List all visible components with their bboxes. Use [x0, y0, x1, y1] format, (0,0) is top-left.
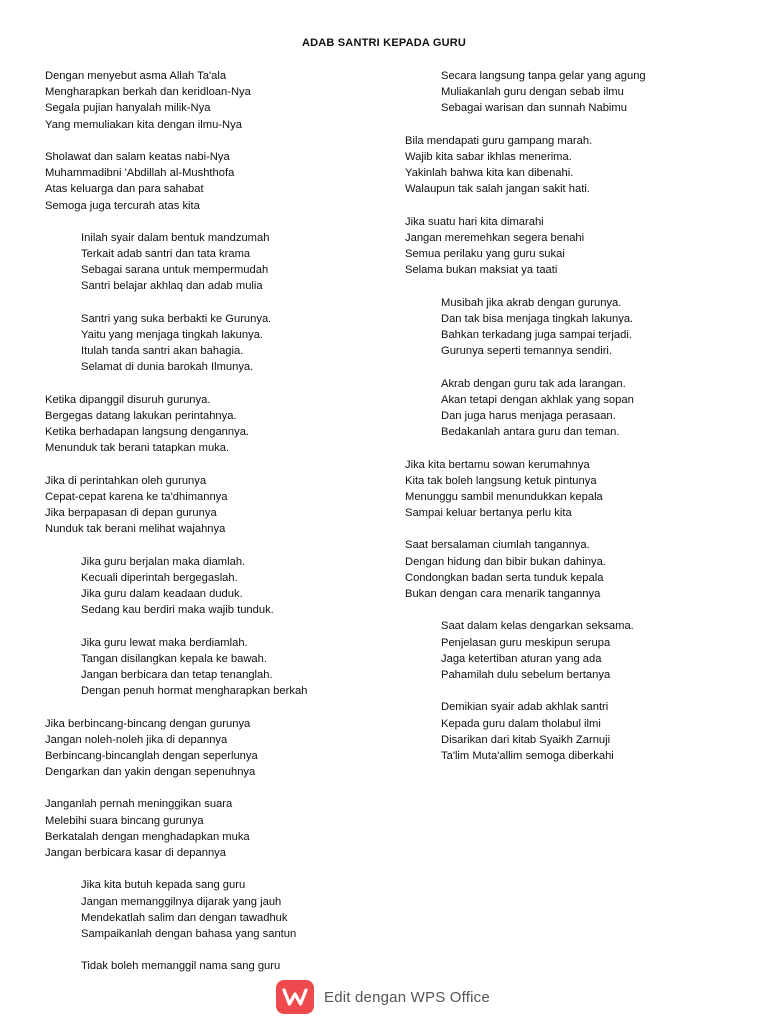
poem-line: Muliakanlah guru dengan sebab ilmu	[441, 86, 624, 99]
poem-line: Jangan berbicara dan tetap tenanglah.	[81, 668, 273, 681]
poem-line: Santri yang suka berbakti ke Gurunya.	[81, 312, 272, 325]
poem-line: Tangan disilangkan kepala ke bawah.	[81, 652, 267, 665]
poem-stanza	[45, 149, 385, 214]
poem-stanza	[45, 311, 385, 376]
poem-line: Cepat-cepat karena ke ta'dhimannya	[45, 490, 228, 503]
poem-line: Jangan memanggilnya dijarak yang jauh	[81, 895, 282, 908]
poem-line: Inilah syair dalam bentuk mandzumah	[81, 231, 270, 244]
poem-stanza	[405, 214, 745, 279]
poem-line: Musibah jika akrab dengan gurunya.	[441, 296, 622, 309]
poem-line: Jika suatu hari kita dimarahi	[405, 215, 544, 228]
poem-line: Saat dalam kelas dengarkan seksama.	[441, 620, 634, 633]
poem-line: Dengan hidung dan bibir bukan dahinya.	[405, 555, 606, 568]
poem-line: Ta'lim Muta'allim semoga diberkahi	[441, 749, 614, 762]
poem-stanza	[45, 796, 385, 861]
poem-line: Yakinlah bahwa kita kan dibenahi.	[405, 167, 574, 180]
poem-stanza	[405, 376, 745, 441]
poem-stanza	[405, 699, 745, 764]
left-column	[45, 68, 385, 991]
poem-line: Ketika dipanggil disuruh gurunya.	[45, 393, 211, 406]
poem-line: Sampaikanlah dengan bahasa yang santun	[81, 927, 297, 940]
poem-line: Mengharapkan berkah dan keridloan-Nya	[45, 86, 251, 99]
poem-stanza	[405, 457, 745, 522]
poem-line: Bergegas datang lakukan perintahnya.	[45, 409, 237, 422]
poem-line: Jika kita bertamu sowan kerumahnya	[405, 458, 590, 471]
right-column	[405, 68, 745, 780]
poem-stanza	[45, 877, 385, 942]
poem-stanza	[405, 618, 745, 683]
poem-line: Dan tak bisa menjaga tingkah lakunya.	[441, 312, 634, 325]
poem-line: Ketika berhadapan langsung dengannya.	[45, 426, 250, 439]
poem-line: Janganlah pernah meninggikan suara	[45, 798, 233, 811]
poem-line: Sebagai warisan dan sunnah Nabimu	[441, 102, 627, 115]
poem-line: Sebagai sarana untuk mempermudah	[81, 264, 269, 277]
poem-line: Muhammadibni 'Abdillah al-Mushthofa	[45, 167, 235, 180]
poem-line: Akan tetapi dengan akhlak yang sopan	[441, 393, 634, 406]
poem-line: Berbincang-bincanglah dengan seperlunya	[45, 749, 258, 762]
poem-line: Segala pujian hanyalah milik-Nya	[45, 102, 211, 115]
poem-line: Sampai keluar bertanya perlu kita	[405, 507, 572, 520]
poem-line: Secara langsung tanpa gelar yang agung	[441, 70, 646, 82]
poem-stanza	[45, 230, 385, 295]
poem-line: Berkatalah dengan menghadapkan muka	[45, 830, 250, 843]
poem-line: Bahkan terkadang juga sampai terjadi.	[441, 329, 632, 341]
document-title: ADAB SANTRI KEPADA GURU	[301, 37, 467, 49]
poem-line: Jika guru dalam keadaan duduk.	[81, 588, 243, 600]
poem-line: Menunggu sambil menundukkan kepala	[405, 490, 603, 503]
poem-line: Atas keluarga dan para sahabat	[45, 183, 204, 196]
poem-line: Santri belajar akhlaq dan adab mulia	[81, 280, 263, 293]
wps-office-logo-icon[interactable]	[276, 980, 314, 1014]
poem-stanza	[45, 958, 385, 974]
poem-stanza	[405, 68, 745, 117]
poem-stanza	[45, 716, 385, 781]
poem-line: Akrab dengan guru tak ada larangan.	[441, 377, 626, 390]
poem-line: Selamat di dunia barokah Ilmunya.	[81, 361, 254, 374]
poem-line: Bedakanlah antara guru dan teman.	[441, 426, 620, 439]
poem-line: Jika berbincang-bincang dengan gurunya	[45, 717, 251, 730]
poem-line: Jangan berbicara kasar di depannya	[45, 847, 226, 859]
poem-line: Jangan meremehkan segera benahi	[405, 231, 585, 244]
poem-line: Jika di perintahkan oleh gurunya	[45, 474, 207, 487]
poem-line: Gurunya seperti temannya sendiri.	[441, 345, 613, 358]
poem-line: Menunduk tak berani tatapkan muka.	[45, 442, 230, 455]
poem-line: Jika guru berjalan maka diamlah.	[81, 555, 246, 568]
poem-line: Selama bukan maksiat ya taati	[405, 264, 558, 277]
poem-line: Dengarkan dan yakin dengan sepenuhnya	[45, 766, 256, 779]
poem-line: Mendekatlah salim dan dengan tawadhuk	[81, 911, 288, 924]
poem-line: Penjelasan guru meskipun serupa	[441, 636, 611, 649]
poem-line: Sedang kau berdiri maka wajib tunduk.	[81, 604, 274, 617]
poem-stanza	[45, 392, 385, 457]
poem-line: Jika guru lewat maka berdiamlah.	[81, 636, 248, 649]
wps-edit-label[interactable]: Edit dengan WPS Office	[324, 988, 490, 1006]
poem-line: Nunduk tak berani melihat wajahnya	[45, 523, 226, 536]
poem-stanza	[405, 537, 745, 602]
poem-line: Bila mendapati guru gampang marah.	[405, 134, 593, 147]
poem-line: Tidak boleh memanggil nama sang guru	[81, 960, 281, 973]
poem-line: Yang memuliakan kita dengan ilmu-Nya	[45, 118, 242, 131]
poem-line: Melebihi suara bincang gurunya	[45, 814, 204, 827]
poem-line: Semua perilaku yang guru sukai	[405, 248, 565, 261]
poem-line: Dan juga harus menjaga perasaan.	[441, 409, 616, 422]
poem-line: Jaga ketertiban aturan yang ada	[441, 652, 602, 665]
poem-line: Semoga juga tercurah atas kita	[45, 199, 200, 212]
poem-line: Kecuali diperintah bergegaslah.	[81, 571, 238, 584]
poem-line: Walaupun tak salah jangan sakit hati.	[405, 183, 590, 196]
poem-line: Yaitu yang menjaga tingkah lakunya.	[81, 329, 264, 341]
poem-line: Kita tak boleh langsung ketuk pintunya	[405, 474, 597, 487]
poem-line: Bukan dengan cara menarik tangannya	[405, 588, 601, 600]
poem-stanza	[405, 133, 745, 198]
poem-line: Jika kita butuh kepada sang guru	[81, 879, 246, 892]
poem-line: Jangan noleh-noleh jika di depannya	[45, 733, 228, 746]
poem-line: Kepada guru dalam tholabul ilmi	[441, 717, 601, 730]
poem-stanza	[45, 473, 385, 538]
poem-line: Sholawat dan salam keatas nabi-Nya	[45, 150, 230, 163]
poem-line: Wajib kita sabar ikhlas menerima.	[405, 150, 572, 163]
poem-line: Terkait adab santri dan tata krama	[81, 248, 251, 261]
poem-line: Dengan penuh hormat mengharapkan berkah	[81, 685, 308, 698]
poem-stanza	[45, 554, 385, 619]
poem-line: Dengan menyebut asma Allah Ta'ala	[45, 70, 227, 82]
poem-line: Disarikan dari kitab Syaikh Zarnuji	[441, 733, 611, 746]
poem-line: Demikian syair adab akhlak santri	[441, 701, 609, 714]
poem-stanza	[405, 295, 745, 360]
poem-line: Pahamilah dulu sebelum bertanya	[441, 668, 611, 681]
poem-stanza	[45, 68, 385, 133]
poem-line: Saat bersalaman ciumlah tangannya.	[405, 539, 590, 552]
poem-line: Condongkan badan serta tunduk kepala	[405, 571, 604, 584]
wps-edit-banner[interactable]	[276, 980, 490, 1014]
poem-stanza	[45, 635, 385, 700]
poem-line: Itulah tanda santri akan bahagia.	[81, 345, 244, 358]
poem-line: Jika berpapasan di depan gurunya	[45, 507, 217, 520]
